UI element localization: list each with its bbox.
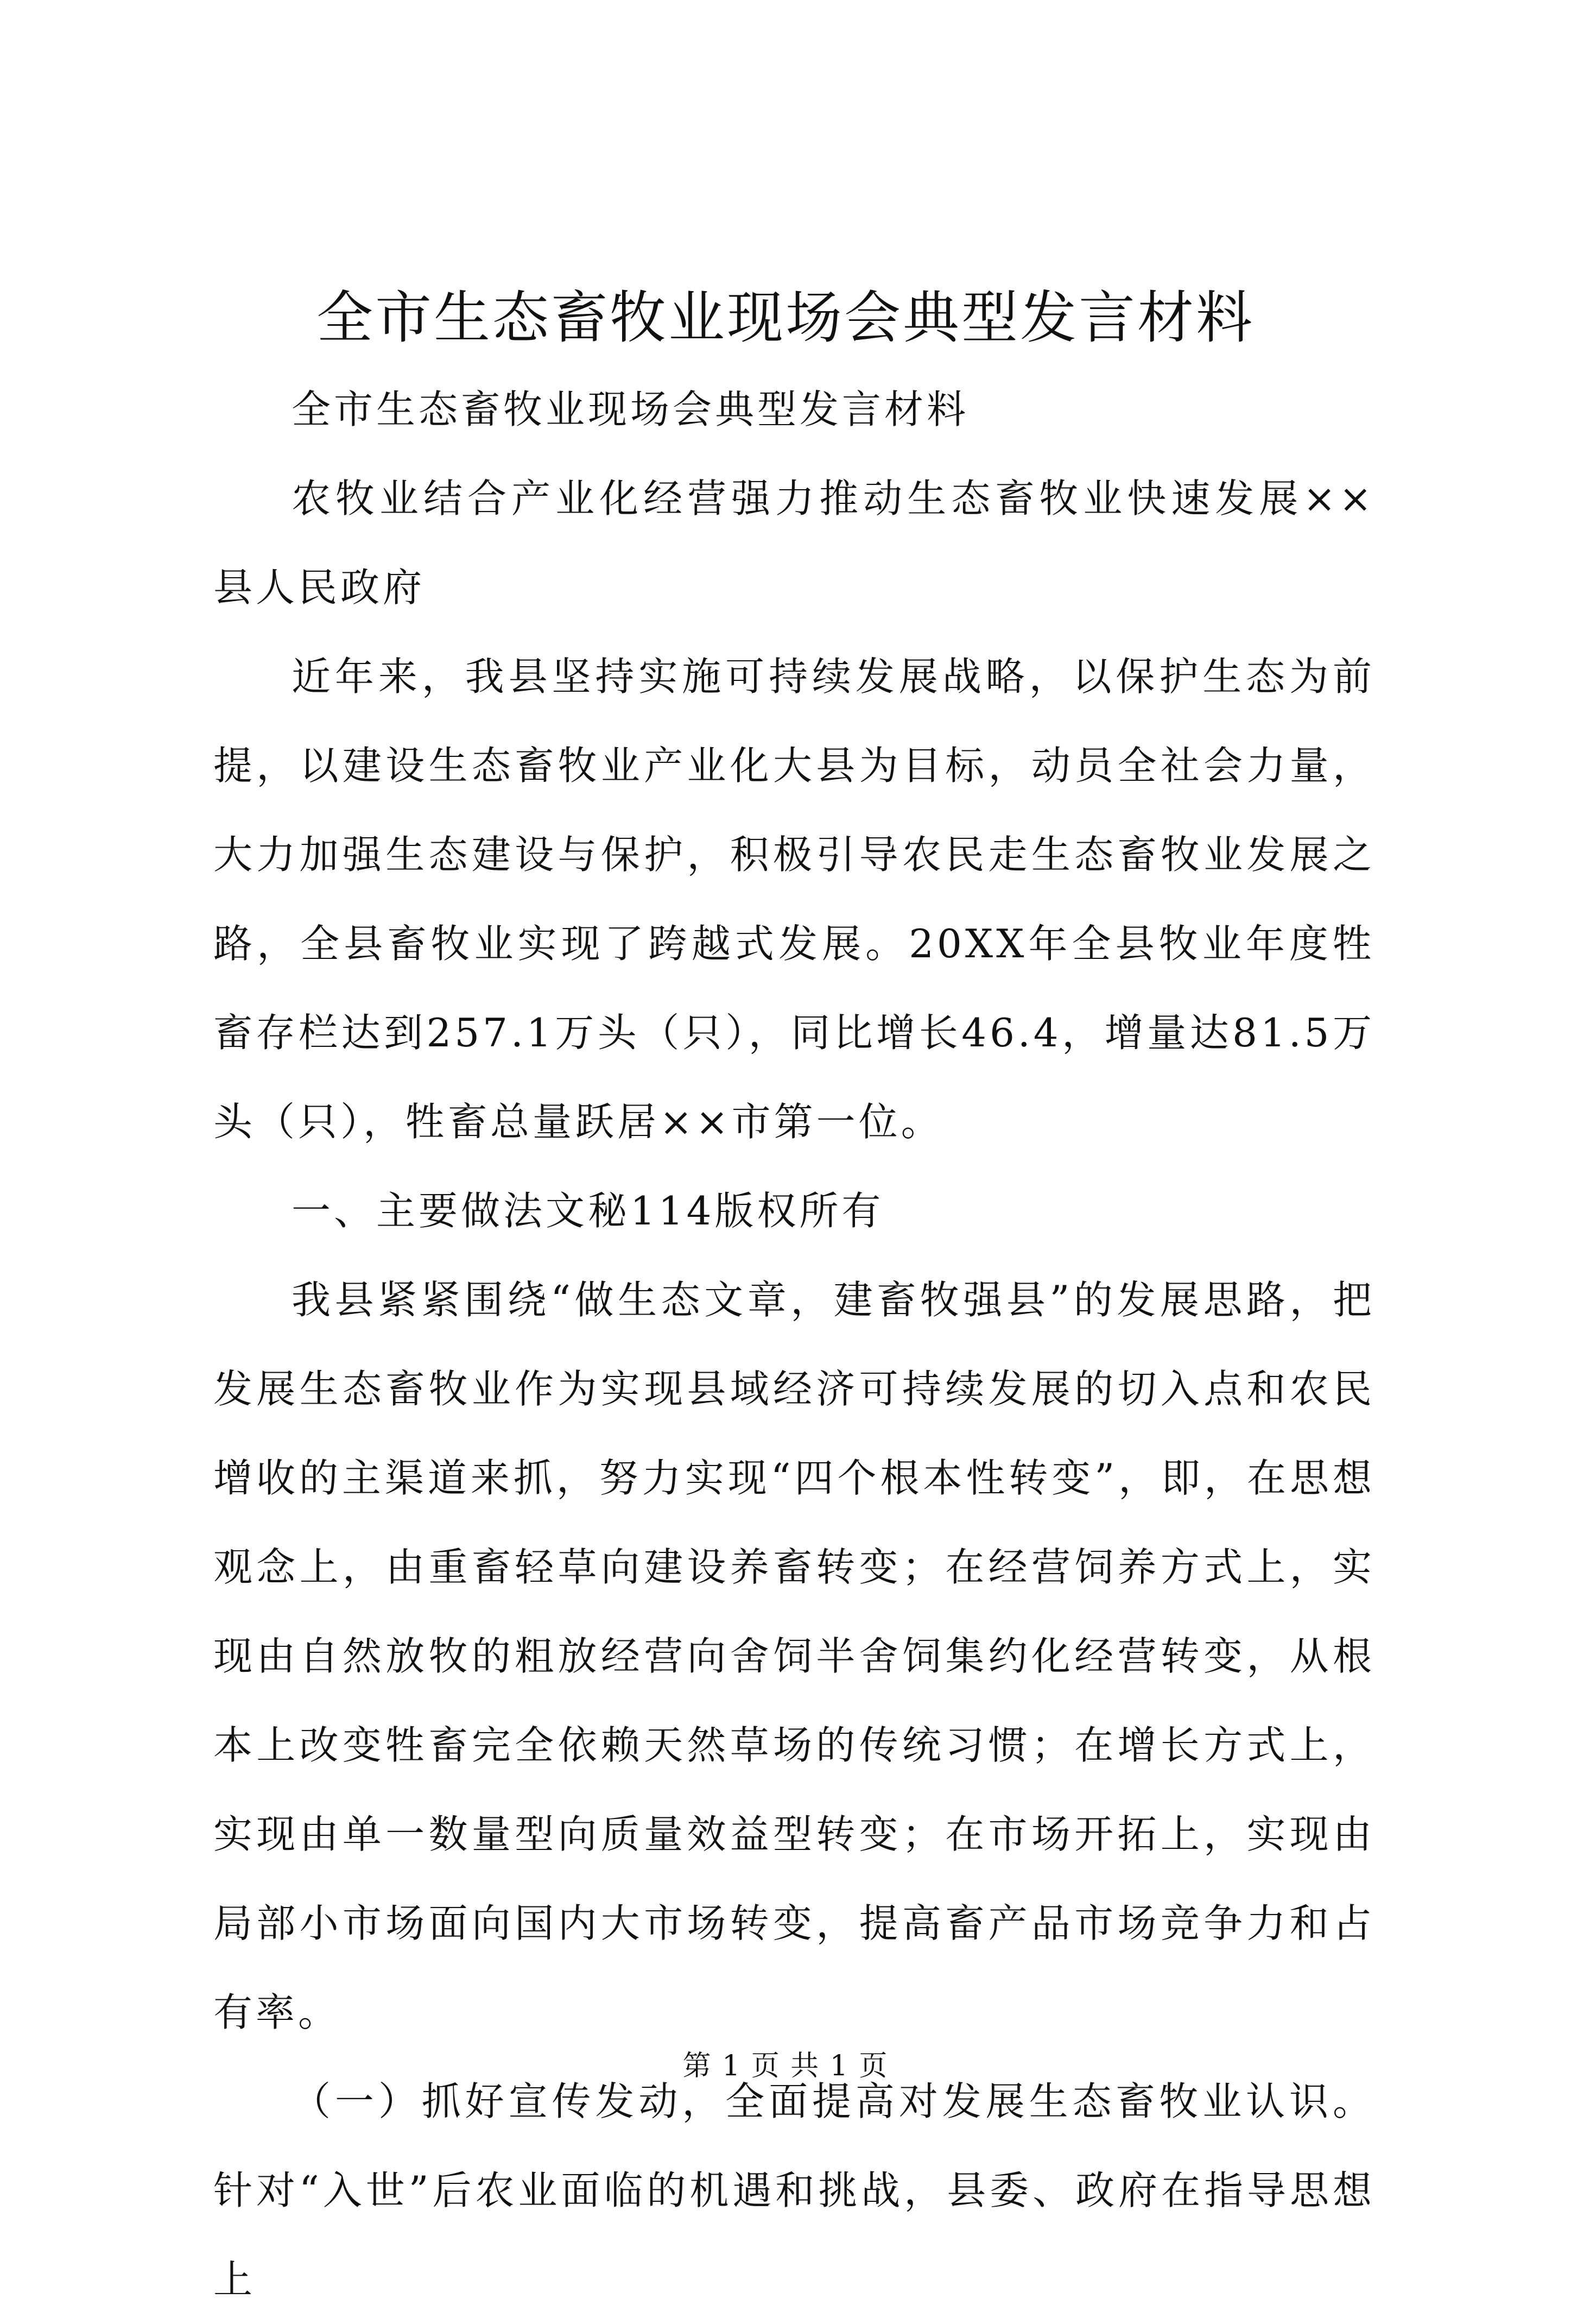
body-paragraph: 农牧业结合产业化经营强力推动生态畜牧业快速发展××县人民政府 bbox=[213, 476, 1375, 610]
body-paragraph: 我县紧紧围绕“做生态文章，建畜牧强县”的发展思路，把发展生态畜牧业作为实现县域经济可持续发展的切入点和农民增收的主渠道来抓，努力实现“四个根本性转变”，即，在思想观念上，由重畜轻草向建设养畜转变；在经营饲养方式上，实现由自然放牧的粗放经营向舍饲半舍饲集约化经营转变，从根本上改变牲畜完全依赖天然草场的传统习惯；在增长方式上，实现由单一数量型向质量效益型转变；在市场开拓上，实现由局部小市场面向国内大市场转变，提高畜产品市场竞争力和占有率。 bbox=[213, 1277, 1375, 2035]
body-paragraph: 近年来，我县坚持实施可持续发展战略，以保护生态为前提，以建设生态畜牧业产业化大县为目标，动员全社会力量，大力加强生态建设与保护，积极引导农民走生态畜牧业发展之路，全县畜牧业实现了跨越式发展。20XX年全县牧业年度牲畜存栏达到257.1万头（只），同比增长46.4，增量达81.5万头（只），牲畜总量跃居××市第一位。 bbox=[213, 654, 1375, 1145]
section-heading: 一、主要做法文秘114版权所有 bbox=[292, 1188, 884, 1234]
document-title: 全市生态畜牧业现场会典型发言材料 bbox=[316, 285, 1255, 351]
document-body bbox=[213, 365, 1375, 2324]
subsection-paragraph: （一）抓好宣传发动，全面提高对发展生态畜牧业认识。针对“入世”后农业面临的机遇和挑战，县委、政府在指导思想上 bbox=[213, 2079, 1375, 2302]
body-paragraph: 全市生态畜牧业现场会典型发言材料 bbox=[292, 387, 970, 432]
page-number-footer: 第 1 页 共 1 页 bbox=[682, 2050, 889, 2082]
